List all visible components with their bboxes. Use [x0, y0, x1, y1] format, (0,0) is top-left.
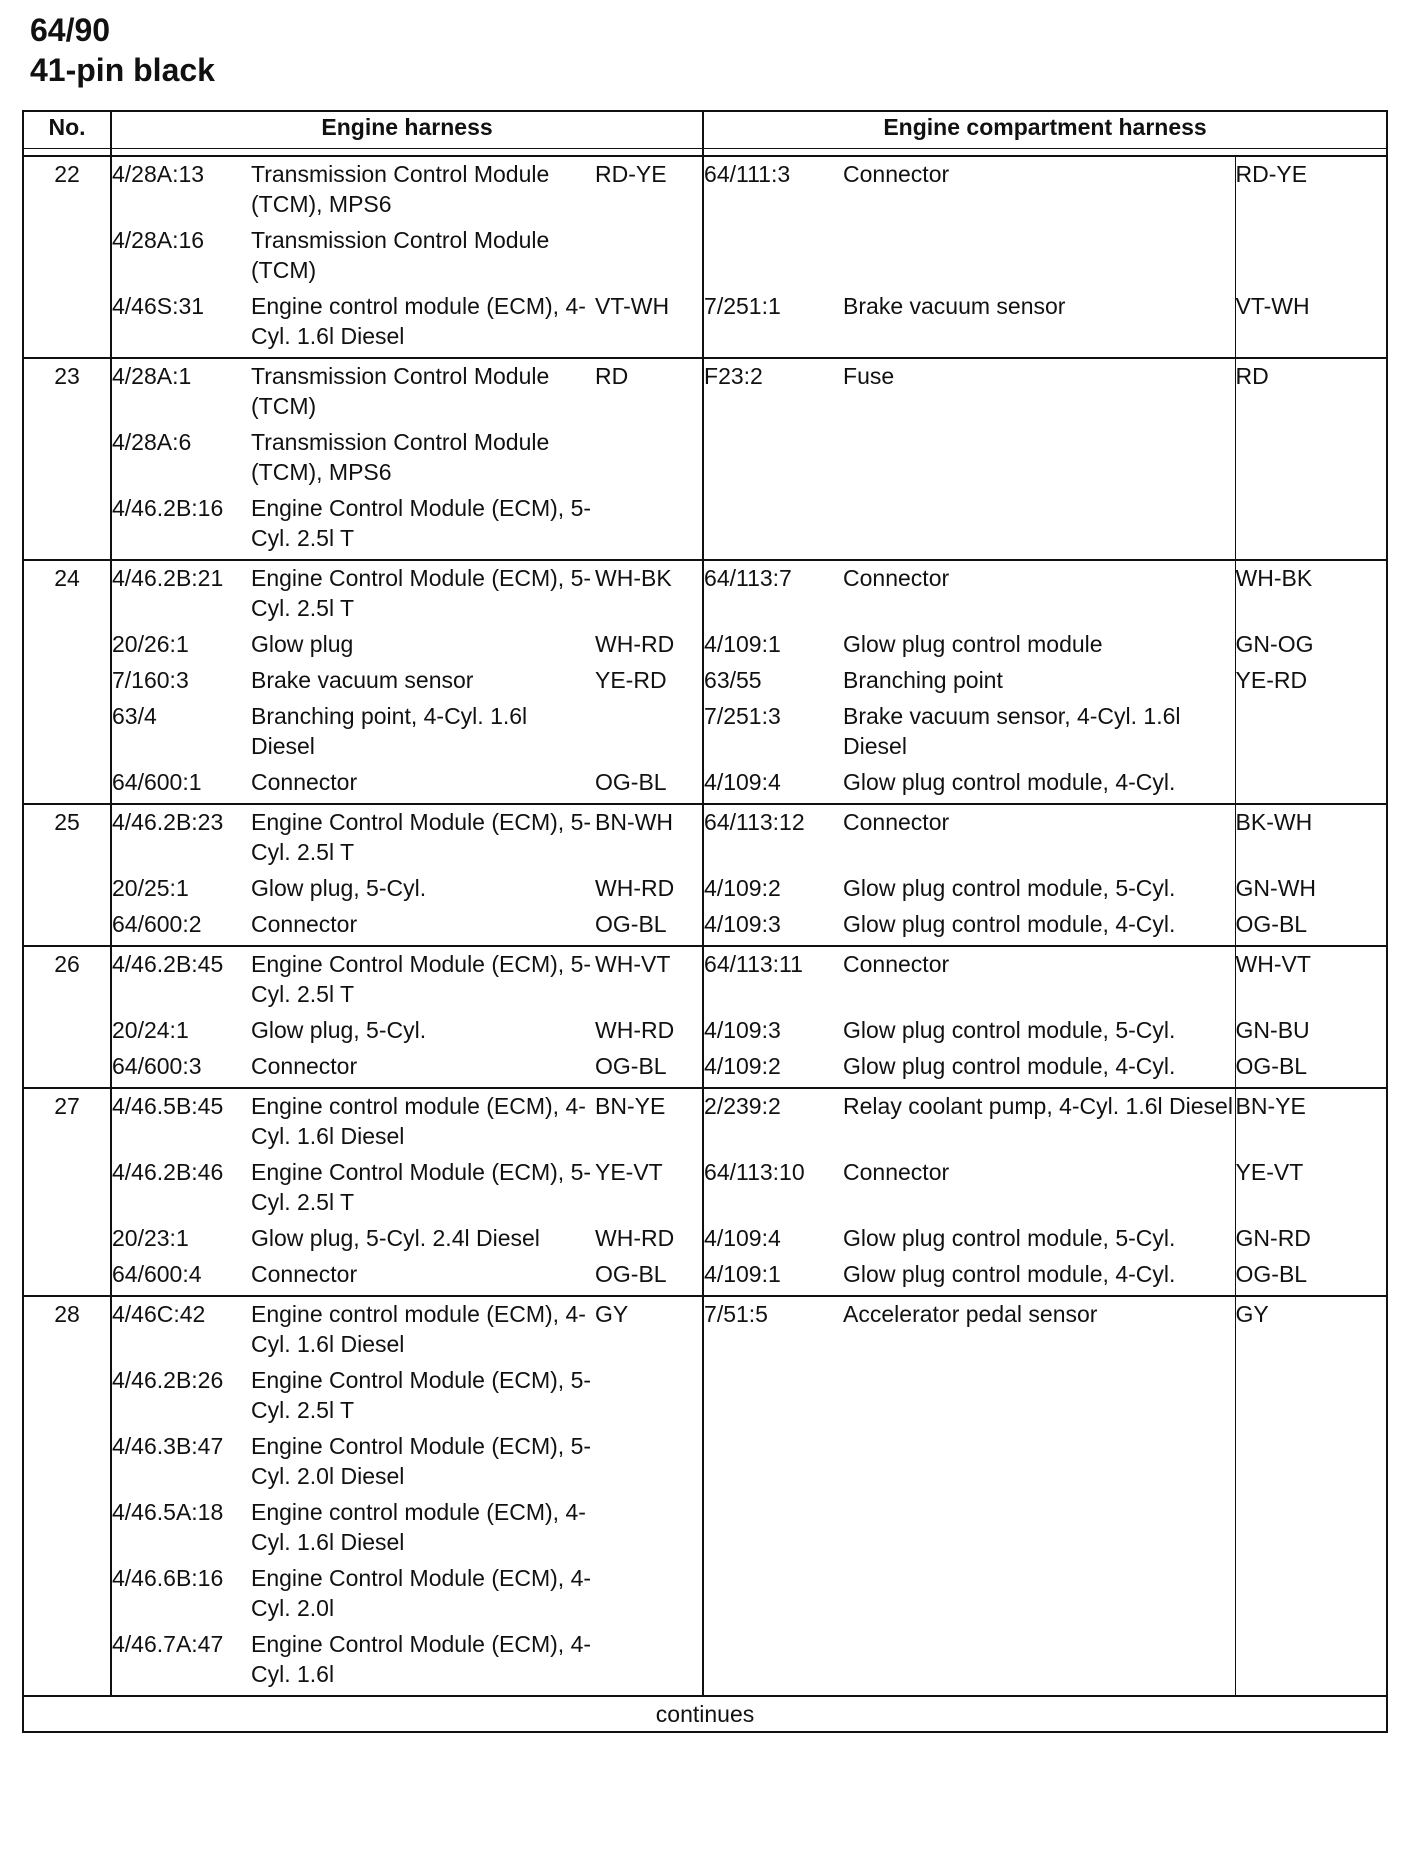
compartment-harness-description: Brake vacuum sensor — [843, 291, 1235, 358]
compartment-harness-pin — [703, 1563, 843, 1629]
compartment-harness-description: Branching point — [843, 665, 1235, 701]
pin-number: 25 — [23, 804, 111, 946]
table-row — [23, 225, 1387, 291]
engine-harness-description: Engine control module (ECM), 4-Cyl. 1.6l Diesel — [251, 293, 586, 349]
engine-harness-description: Engine control module (ECM), 4-Cyl. 1.6l Diesel — [251, 1088, 595, 1157]
table-row — [23, 804, 1387, 873]
compartment-harness-description: Glow plug control module, 5-Cyl. — [843, 1015, 1235, 1051]
compartment-harness-pin: 4/109:2 — [704, 1053, 781, 1079]
engine-harness-pin: 64/600:4 — [112, 1261, 202, 1287]
engine-harness-pin: 64/600:2 — [112, 911, 202, 937]
compartment-harness-pin — [703, 427, 843, 493]
compartment-harness-description: Brake vacuum sensor, 4-Cyl. 1.6l Diesel — [843, 701, 1235, 767]
table-row — [23, 1629, 1387, 1696]
engine-harness-description: Connector — [251, 769, 358, 795]
compartment-harness-wire-color: WH-VT — [1235, 946, 1387, 1015]
compartment-harness-description: Connector — [843, 1157, 1235, 1223]
compartment-harness-wire-color: OG-BL — [1235, 1053, 1308, 1079]
engine-harness-pin: 4/46.2B:16 — [112, 495, 224, 521]
continues-note: continues — [23, 1696, 1387, 1732]
engine-harness-pin: 4/46.6B:16 — [112, 1565, 224, 1591]
compartment-harness-pin: 64/113:10 — [704, 1159, 805, 1185]
compartment-harness-pin — [703, 493, 843, 560]
compartment-harness-description: Glow plug control module, 4-Cyl. — [843, 1051, 1235, 1088]
compartment-harness-description: Accelerator pedal sensor — [843, 1296, 1235, 1365]
table-row — [23, 1431, 1387, 1497]
compartment-harness-wire-color: RD — [1235, 358, 1387, 427]
compartment-harness-pin: 64/113:7 — [703, 560, 843, 629]
compartment-harness-wire-color: WH-BK — [1235, 560, 1387, 629]
engine-harness-description: Connector — [251, 1053, 358, 1079]
table-row — [23, 701, 1387, 767]
engine-harness-wire-color: OG-BL — [595, 767, 703, 804]
engine-harness-wire-color: WH-RD — [595, 629, 703, 665]
table-row — [23, 909, 1387, 946]
table-row — [23, 156, 1387, 225]
compartment-harness-description: Connector — [843, 946, 1235, 1015]
table-row — [23, 358, 1387, 427]
compartment-harness-wire-color — [1235, 1497, 1387, 1563]
compartment-harness-description: Glow plug control module — [843, 629, 1235, 665]
pin-number: 27 — [23, 1088, 111, 1296]
engine-harness-pin: 20/26:1 — [112, 631, 189, 657]
compartment-harness-description: Fuse — [843, 358, 1235, 427]
connector-description: 41-pin black — [30, 52, 215, 88]
table-row — [23, 291, 1387, 358]
table-row — [23, 873, 1387, 909]
compartment-harness-wire-color — [1235, 701, 1387, 767]
engine-harness-description: Engine Control Module (ECM), 5-Cyl. 2.0l Diesel — [251, 1433, 592, 1489]
compartment-harness-pin: 4/109:4 — [704, 1225, 781, 1251]
engine-harness-pin: 4/46.5B:45 — [111, 1088, 251, 1157]
engine-harness-wire-color: WH-BK — [595, 560, 703, 629]
table-footer-row — [23, 1696, 1387, 1732]
engine-harness-pin: 64/600:1 — [112, 769, 202, 795]
compartment-harness-pin: 7/251:1 — [704, 293, 781, 319]
engine-harness-description: Engine Control Module (ECM), 5-Cyl. 2.5l T — [251, 946, 595, 1015]
engine-harness-description: Engine Control Module (ECM), 5-Cyl. 2.5l T — [251, 560, 595, 629]
compartment-harness-pin: 4/109:3 — [704, 1017, 781, 1043]
engine-harness-pin: 20/25:1 — [112, 875, 189, 901]
engine-harness-wire-color: OG-BL — [595, 1259, 703, 1296]
engine-harness-description: Engine Control Module (ECM), 5-Cyl. 2.5l T — [251, 495, 592, 551]
engine-harness-wire-color: YE-VT — [595, 1157, 703, 1223]
engine-harness-wire-color — [595, 1497, 703, 1563]
compartment-harness-wire-color: OG-BL — [1235, 911, 1308, 937]
table-row — [23, 1497, 1387, 1563]
compartment-harness-wire-color — [1235, 1365, 1387, 1431]
engine-harness-description: Engine control module (ECM), 4-Cyl. 1.6l Diesel — [251, 1499, 586, 1555]
engine-harness-wire-color: WH-RD — [595, 1015, 703, 1051]
compartment-harness-description — [843, 1497, 1235, 1563]
engine-harness-wire-color: WH-RD — [595, 1223, 703, 1259]
engine-harness-description: Engine Control Module (ECM), 4-Cyl. 1.6l — [251, 1631, 592, 1687]
engine-harness-wire-color — [595, 701, 703, 767]
table-row — [23, 1157, 1387, 1223]
pin-number: 24 — [23, 560, 111, 804]
engine-harness-wire-color — [595, 1365, 703, 1431]
header-no: No. — [23, 111, 111, 149]
compartment-harness-pin — [703, 1431, 843, 1497]
table-row — [23, 1088, 1387, 1157]
compartment-harness-wire-color: GN-RD — [1235, 1225, 1311, 1251]
compartment-harness-wire-color: GY — [1235, 1296, 1387, 1365]
header-engine-harness: Engine harness — [111, 111, 703, 149]
engine-harness-wire-color: YE-RD — [595, 665, 703, 701]
engine-harness-pin: 4/46C:42 — [111, 1296, 251, 1365]
engine-harness-wire-color — [595, 427, 703, 493]
compartment-harness-wire-color: GN-OG — [1235, 631, 1314, 657]
compartment-harness-wire-color — [1235, 1431, 1387, 1497]
compartment-harness-description: Glow plug control module, 4-Cyl. — [843, 1259, 1235, 1296]
compartment-harness-description — [843, 493, 1235, 560]
engine-harness-description: Transmission Control Module (TCM), MPS6 — [251, 156, 595, 225]
compartment-harness-description: Glow plug control module, 5-Cyl. — [843, 873, 1235, 909]
engine-harness-wire-color — [595, 1563, 703, 1629]
table-row — [23, 1259, 1387, 1296]
compartment-harness-wire-color — [1235, 767, 1387, 804]
pin-number: 26 — [23, 946, 111, 1088]
harness-table — [22, 110, 1388, 1733]
engine-harness-pin: 4/46.2B:45 — [111, 946, 251, 1015]
engine-harness-description: Transmission Control Module (TCM), MPS6 — [251, 429, 550, 485]
compartment-harness-wire-color: BN-YE — [1235, 1088, 1387, 1157]
engine-harness-pin: 4/28A:16 — [112, 227, 205, 253]
compartment-harness-pin: 63/55 — [704, 667, 762, 693]
table-row — [23, 946, 1387, 1015]
table-row — [23, 665, 1387, 701]
compartment-harness-wire-color: GN-WH — [1235, 875, 1317, 901]
compartment-harness-description — [843, 1629, 1235, 1696]
compartment-harness-pin: 4/109:2 — [704, 875, 781, 901]
compartment-harness-description — [843, 225, 1235, 291]
compartment-harness-pin: 64/113:12 — [703, 804, 843, 873]
table-row — [23, 1563, 1387, 1629]
table-row — [23, 427, 1387, 493]
compartment-harness-pin: 4/109:1 — [704, 631, 781, 657]
pin-number: 22 — [23, 156, 111, 358]
engine-harness-wire-color: RD-YE — [595, 156, 703, 225]
engine-harness-description: Engine Control Module (ECM), 5-Cyl. 2.5l T — [251, 1159, 592, 1215]
compartment-harness-description: Glow plug control module, 5-Cyl. — [843, 1223, 1235, 1259]
engine-harness-pin: 20/23:1 — [112, 1225, 189, 1251]
compartment-harness-pin — [703, 225, 843, 291]
title-block — [30, 10, 215, 90]
compartment-harness-wire-color: BK-WH — [1235, 804, 1387, 873]
compartment-harness-description: Connector — [843, 156, 1235, 225]
compartment-harness-description: Relay coolant pump, 4-Cyl. 1.6l Diesel — [843, 1088, 1235, 1157]
engine-harness-wire-color — [595, 1629, 703, 1696]
compartment-harness-pin: 2/239:2 — [703, 1088, 843, 1157]
engine-harness-description: Glow plug, 5-Cyl. — [251, 1017, 427, 1043]
compartment-harness-pin: 4/109:3 — [704, 911, 781, 937]
compartment-harness-wire-color — [1235, 225, 1387, 291]
table-row — [23, 767, 1387, 804]
engine-harness-wire-color — [595, 225, 703, 291]
engine-harness-pin: 4/28A:1 — [111, 358, 251, 427]
engine-harness-pin: 4/46.2B:26 — [112, 1367, 224, 1393]
compartment-harness-wire-color: YE-VT — [1235, 1159, 1304, 1185]
engine-harness-pin: 4/46.2B:23 — [111, 804, 251, 873]
compartment-harness-wire-color: GN-BU — [1235, 1017, 1310, 1043]
compartment-harness-pin: 64/111:3 — [703, 156, 843, 225]
table-body — [23, 156, 1387, 1696]
pin-number: 28 — [23, 1296, 111, 1696]
engine-harness-pin: 4/46.2B:46 — [112, 1159, 224, 1185]
compartment-harness-pin — [703, 1365, 843, 1431]
compartment-harness-wire-color — [1235, 427, 1387, 493]
compartment-harness-wire-color: YE-RD — [1235, 667, 1308, 693]
table-row — [23, 1365, 1387, 1431]
engine-harness-wire-color: OG-BL — [595, 1051, 703, 1088]
compartment-harness-pin: F23:2 — [703, 358, 843, 427]
engine-harness-description: Connector — [251, 1261, 358, 1287]
compartment-harness-description: Connector — [843, 804, 1235, 873]
pin-number: 23 — [23, 358, 111, 560]
compartment-harness-pin — [703, 1497, 843, 1563]
engine-harness-pin: 4/46.3B:47 — [112, 1433, 224, 1459]
compartment-harness-description — [843, 1563, 1235, 1629]
table-row — [23, 560, 1387, 629]
engine-harness-description: Glow plug, 5-Cyl. — [251, 875, 427, 901]
engine-harness-wire-color: BN-YE — [595, 1088, 703, 1157]
header-separator — [23, 149, 1387, 157]
compartment-harness-wire-color: RD-YE — [1235, 156, 1387, 225]
engine-harness-description: Engine Control Module (ECM), 4-Cyl. 2.0l — [251, 1565, 592, 1621]
connector-number: 64/90 — [30, 12, 111, 48]
compartment-harness-wire-color — [1235, 1629, 1387, 1696]
compartment-harness-description: Glow plug control module, 4-Cyl. — [843, 767, 1235, 804]
engine-harness-wire-color: OG-BL — [595, 909, 703, 946]
engine-harness-pin: 64/600:3 — [112, 1053, 202, 1079]
engine-harness-description: Engine Control Module (ECM), 5-Cyl. 2.5l T — [251, 1367, 592, 1423]
compartment-harness-pin: 4/109:4 — [704, 769, 781, 795]
compartment-harness-pin — [703, 1629, 843, 1696]
compartment-harness-description — [843, 427, 1235, 493]
compartment-harness-wire-color — [1235, 1563, 1387, 1629]
compartment-harness-pin: 4/109:1 — [704, 1261, 781, 1287]
engine-harness-pin: 4/28A:13 — [111, 156, 251, 225]
engine-harness-pin: 63/4 — [112, 703, 157, 729]
engine-harness-wire-color: WH-VT — [595, 946, 703, 1015]
engine-harness-wire-color: RD — [595, 358, 703, 427]
engine-harness-wire-color: VT-WH — [595, 291, 703, 358]
engine-harness-description: Transmission Control Module (TCM) — [251, 358, 595, 427]
compartment-harness-description — [843, 1431, 1235, 1497]
engine-harness-pin: 4/46.2B:21 — [111, 560, 251, 629]
engine-harness-pin: 7/160:3 — [112, 667, 189, 693]
table-header-row — [23, 111, 1387, 149]
compartment-harness-description: Connector — [843, 560, 1235, 629]
compartment-harness-pin: 7/251:3 — [704, 703, 781, 729]
compartment-harness-pin: 64/113:11 — [703, 946, 843, 1015]
engine-harness-wire-color — [595, 1431, 703, 1497]
engine-harness-description: Glow plug — [251, 631, 354, 657]
compartment-harness-pin: 7/51:5 — [703, 1296, 843, 1365]
engine-harness-description: Branching point, 4-Cyl. 1.6l Diesel — [251, 703, 528, 759]
header-engine-compartment-harness: Engine compartment harness — [703, 111, 1387, 149]
engine-harness-description: Engine Control Module (ECM), 5-Cyl. 2.5l T — [251, 804, 595, 873]
table-row — [23, 629, 1387, 665]
compartment-harness-wire-color: VT-WH — [1235, 293, 1310, 319]
engine-harness-pin: 4/46.7A:47 — [112, 1631, 224, 1657]
engine-harness-pin: 4/46S:31 — [112, 293, 205, 319]
engine-harness-description: Connector — [251, 911, 358, 937]
engine-harness-wire-color: BN-WH — [595, 804, 703, 873]
compartment-harness-wire-color — [1235, 493, 1387, 560]
engine-harness-description: Transmission Control Module (TCM) — [251, 227, 550, 283]
engine-harness-wire-color: GY — [595, 1296, 703, 1365]
engine-harness-wire-color: WH-RD — [595, 873, 703, 909]
table-row — [23, 1296, 1387, 1365]
table-row — [23, 493, 1387, 560]
table-row — [23, 1223, 1387, 1259]
compartment-harness-description: Glow plug control module, 4-Cyl. — [843, 909, 1235, 946]
engine-harness-description: Engine control module (ECM), 4-Cyl. 1.6l Diesel — [251, 1296, 595, 1365]
engine-harness-wire-color — [595, 493, 703, 560]
engine-harness-description: Glow plug, 5-Cyl. 2.4l Diesel — [251, 1225, 540, 1251]
table-row — [23, 1015, 1387, 1051]
engine-harness-pin: 20/24:1 — [112, 1017, 189, 1043]
table-row — [23, 1051, 1387, 1088]
engine-harness-description: Brake vacuum sensor — [251, 667, 474, 693]
compartment-harness-description — [843, 1365, 1235, 1431]
compartment-harness-wire-color: OG-BL — [1235, 1261, 1308, 1287]
engine-harness-pin: 4/46.5A:18 — [112, 1499, 224, 1525]
engine-harness-pin: 4/28A:6 — [112, 429, 192, 455]
